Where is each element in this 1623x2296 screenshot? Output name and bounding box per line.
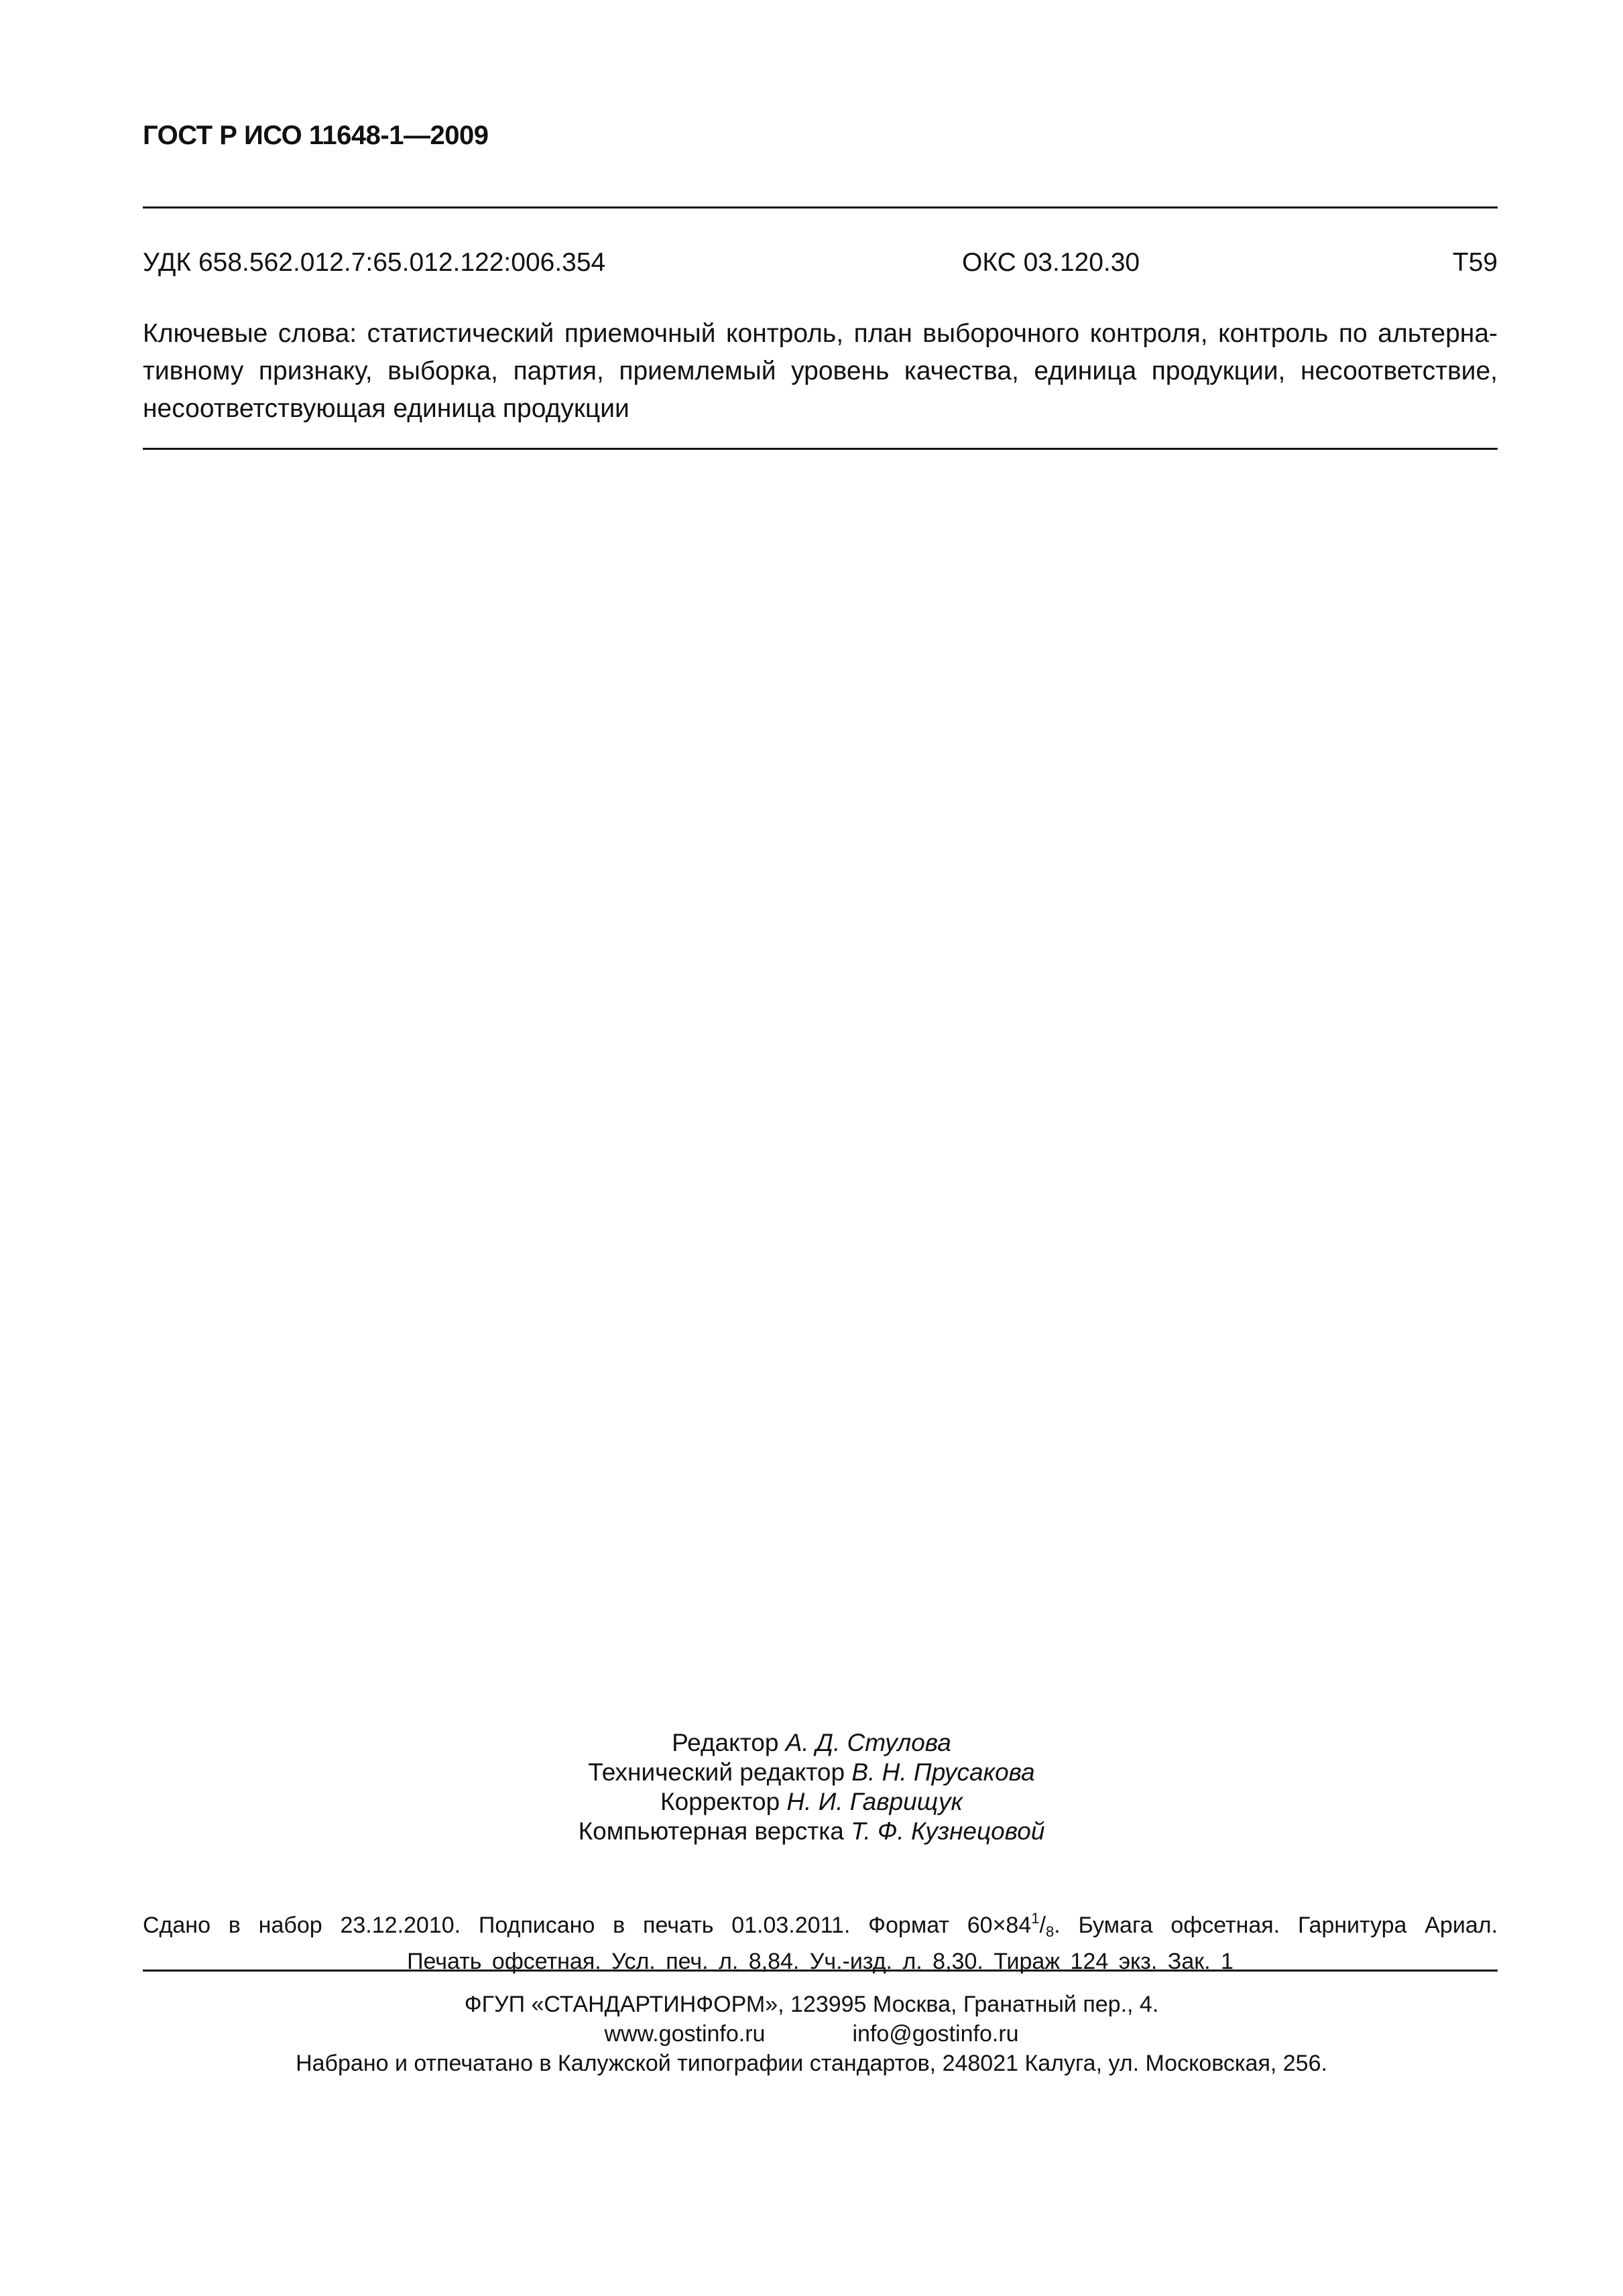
group-code: Т59 (1452, 248, 1498, 277)
typeset-date: Сдано в набор 23.12.2010. (143, 1913, 461, 1938)
credit-name: В. Н. Прусакова (851, 1758, 1035, 1786)
oks-code: ОКС 03.120.30 (962, 248, 1140, 277)
signed-date: Подписано в печать 01.03.2011. (478, 1913, 851, 1938)
credits-block (0, 1728, 1623, 1846)
keywords-divider (143, 448, 1498, 450)
credit-role: Корректор (660, 1788, 780, 1815)
publisher-contacts (0, 2019, 1623, 2049)
credit-name: Н. И. Гаврищук (786, 1788, 963, 1815)
format-prefix: Формат 60×84 (868, 1913, 1032, 1938)
udk-code: УДК 658.562.012.7:65.012.122:006.354 (143, 248, 606, 277)
credit-name: А. Д. Стулова (785, 1729, 951, 1756)
publisher-name-address: ФГУП «СТАНДАРТИНФОРМ», 123995 Москва, Гранатный пер., 4. (464, 1992, 1159, 2017)
format-suffix: . (1054, 1913, 1061, 1938)
top-divider (143, 206, 1498, 208)
credit-proofreader (0, 1787, 1623, 1817)
credit-layout (0, 1817, 1623, 1846)
credit-technical-editor (0, 1758, 1623, 1787)
printing-house: Набрано и отпечатано в Калужской типографии стандартов, 248021 Калуга, ул. Московская, 256. (296, 2051, 1327, 2076)
paper-type: Бумага офсетная. (1078, 1913, 1280, 1938)
keywords-line: тивному признаку, выборка, партия, приемлемый уровень качества, единица продукции, несоответствие, (143, 357, 1498, 385)
credit-role: Технический редактор (588, 1758, 845, 1786)
print-info-line-1 (143, 1904, 1498, 1947)
publisher-email: info@gostinfo.ru (852, 2021, 1019, 2047)
keywords-paragraph (143, 315, 1498, 428)
keywords-line: несоответствующая единица продукции (143, 394, 629, 423)
print-info-line-2: Печать офсетная. Усл. печ. л. 8,84. Уч.-изд. л. 8,30. Тираж 124 экз. Зак. 1 (407, 1949, 1234, 1974)
publisher-divider (143, 1970, 1498, 1972)
keywords-line: Ключевые слова: статистический приемочный контроль, план выборочного контроля, контроль по альтерна- (143, 319, 1498, 348)
publisher-website: www.gostinfo.ru (604, 2021, 766, 2047)
credit-editor (0, 1728, 1623, 1758)
print-info-block (143, 1904, 1498, 1976)
paper-format (868, 1910, 1061, 1940)
format-sup: 1 (1031, 1910, 1040, 1927)
publisher-block (0, 1990, 1623, 2078)
credit-role: Редактор (672, 1729, 779, 1756)
credit-name: Т. Ф. Кузнецовой (851, 1817, 1045, 1845)
format-slash: / (1039, 1913, 1046, 1938)
standard-code-header: ГОСТ Р ИСО 11648-1—2009 (143, 121, 489, 150)
classification-row (143, 248, 1498, 282)
credit-role: Компьютерная верстка (578, 1817, 844, 1845)
format-sub: 8 (1045, 1923, 1055, 1940)
typeface: Гарнитура Ариал. (1297, 1913, 1498, 1938)
